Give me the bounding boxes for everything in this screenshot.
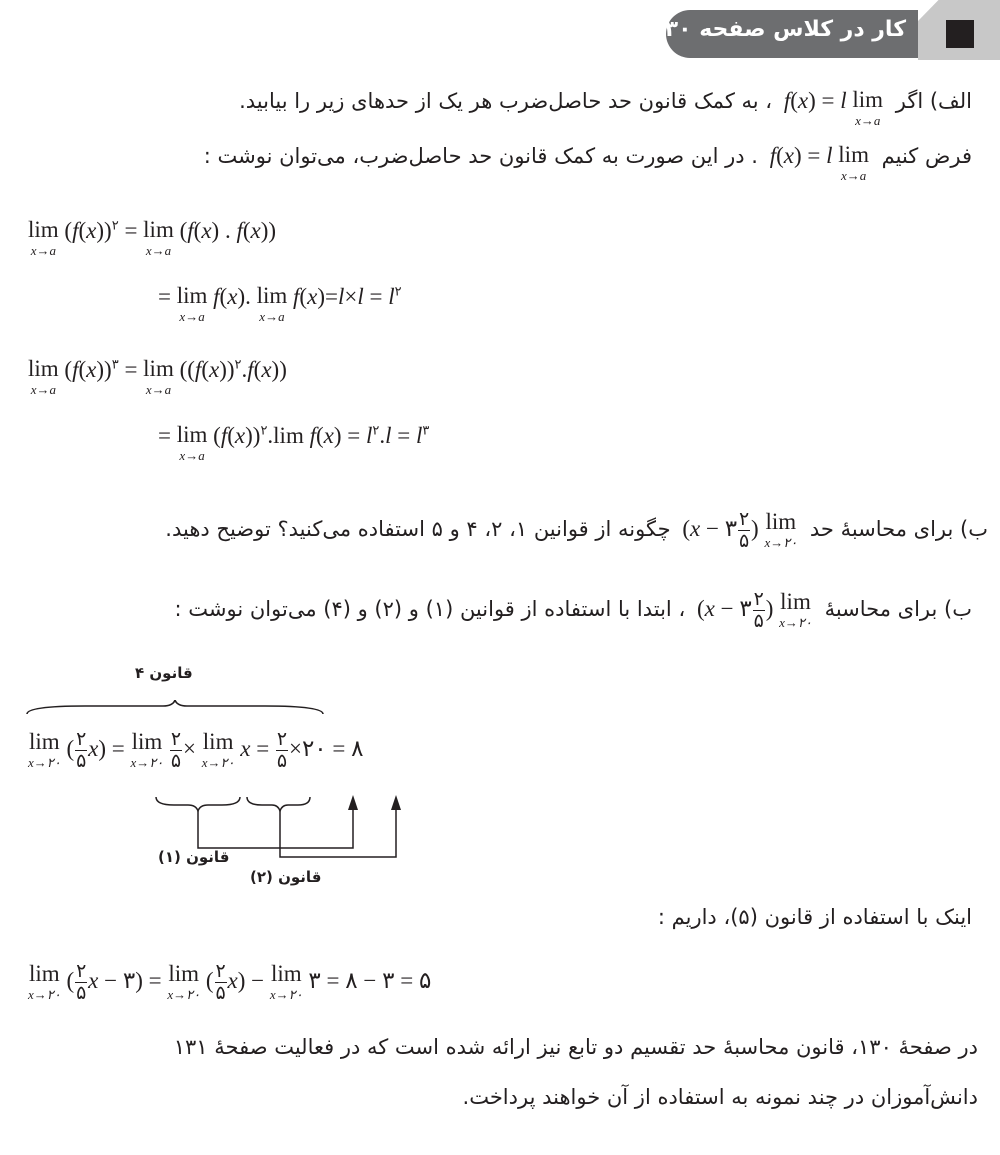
part-a-question [239, 88, 972, 127]
part-b-question-prefix: ب) برای محاسبهٔ حد [809, 516, 988, 541]
equation-cube-line2: = lim x→a $(f(x))^۲.\lim$ $f(x) = l^۲.l = l^۳$ [158, 422, 430, 463]
equation-product-rule: lim x→۲۰ ( $\frac{۲}{۵}$ x) = lim x→۲۰ $\frac{۲}{۵}$ × lim x→۲۰ x = $\frac{۲}{۵}$ ×۲۰ = ۸ [28, 728, 364, 772]
equation-square-line1: lim x→a $(f(x))^۲$ = lim x→a (f(x) . f(x)) [28, 217, 277, 258]
equation-square-line2: = lim x→a f(x). lim x→a $f(x)=l\times l = l^۲$ [158, 283, 402, 324]
part-b-question-suffix: چگونه از قوانین ۱، ۲، ۴ و ۵ استفاده می‌کنید؟ توضیح دهید. [165, 516, 671, 541]
limit-expression: lim x→۲۰ ( $\frac{۲}{۵}$ x − ۳) [691, 588, 812, 632]
rule-5-intro: اینک با استفاده از قانون (۵)، داریم : [657, 905, 972, 929]
part-a-question-suffix: ، به کمک قانون حد حاصل‌ضرب هر یک از حدهای زیر را بیابید. [239, 89, 773, 113]
limit-expression: lim x→a f(x) = l [783, 87, 884, 128]
limit-expression: lim x→a f(x) = l [769, 142, 869, 183]
part-a-question-prefix: الف) اگر [895, 89, 972, 113]
overbrace [25, 700, 325, 720]
answer-suffix: . در این صورت به کمک قانون حد حاصل‌ضرب، می‌توان نوشت : [203, 144, 758, 168]
answer-prefix: فرض کنیم [881, 144, 972, 168]
rule-1-label: قانون (۱) [158, 848, 230, 866]
rule-4-label: قانون ۴ [135, 664, 193, 682]
closing-line-1: در صفحهٔ ۱۳۰، قانون محاسبهٔ حد تقسیم دو تابع نیز ارائه شده است که در فعالیت صفحهٔ ۱۳۱ [173, 1035, 978, 1059]
part-a-answer-intro [204, 143, 972, 182]
answer-suffix: ، ابتدا با استفاده از قوانین (۱) و (۲) و (۴) می‌توان نوشت : [174, 596, 686, 621]
part-b-question [165, 510, 988, 551]
closing-line-2: دانش‌آموزان در چند نمونه به استفاده از آن خواهند پرداخت. [462, 1085, 978, 1109]
rule-2-label: قانون (۲) [250, 868, 322, 886]
answer-prefix: ب) برای محاسبهٔ [824, 596, 972, 621]
square-bullet-icon [946, 20, 974, 48]
equation-difference-rule: lim x→۲۰ ( $\frac{۲}{۵}$ x − ۳) = lim x→۲۰ ( $\frac{۲}{۵}$ x) − lim x→۲۰ ۳ = ۸ − ۳ = ۵ [28, 960, 432, 1004]
limit-expression: lim x→۲۰ ( $\frac{۲}{۵}$ x − ۳) [676, 508, 798, 552]
equation-cube-line1: lim x→a $(f(x))^۳$ = lim x→a $((f(x))^۲.f(x))$ [28, 356, 287, 397]
part-b-answer-intro [175, 590, 972, 631]
section-header [640, 0, 1000, 62]
header-title: کار در کلاس صفحه ۱۳۰ [651, 17, 906, 42]
